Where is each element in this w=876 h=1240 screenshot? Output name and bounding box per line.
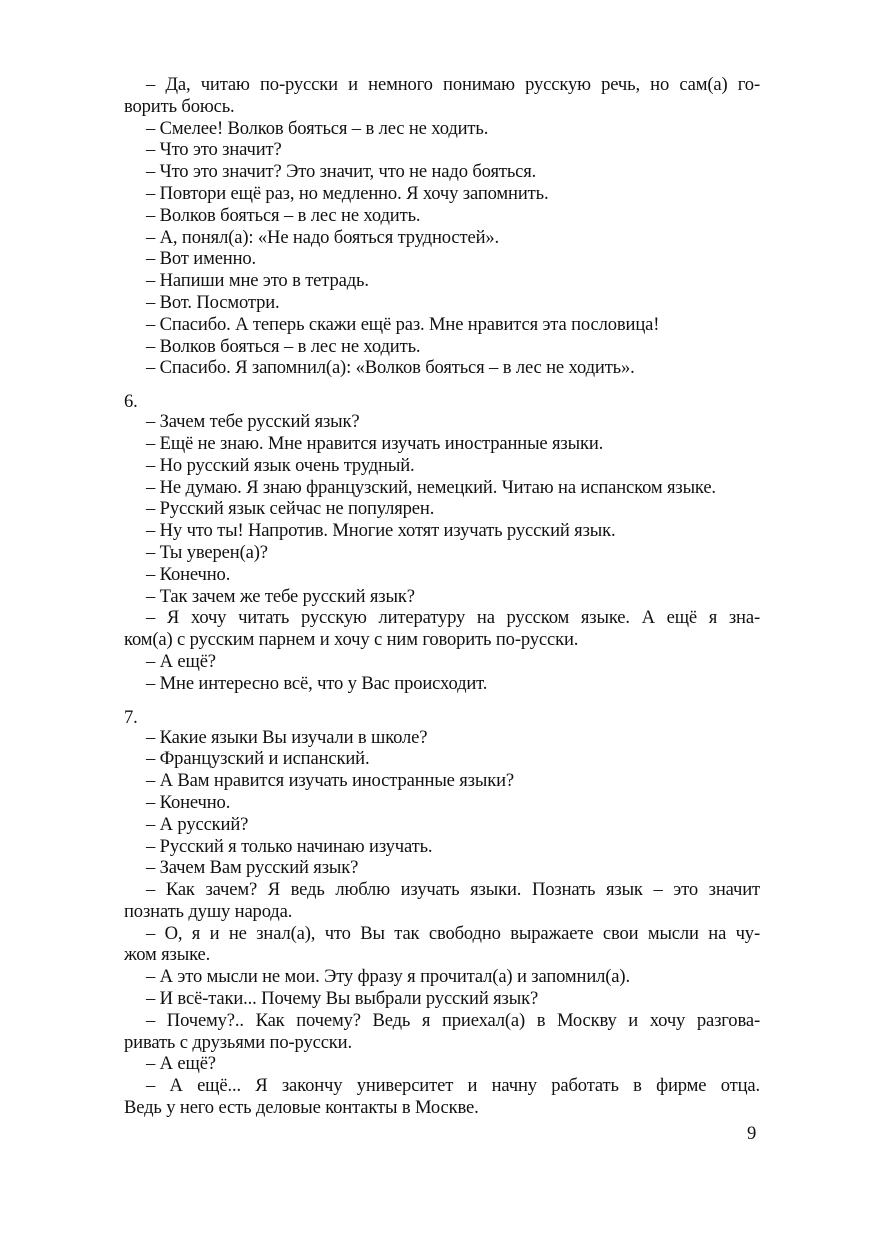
text-line: – Спасибо. Я запомнил(а): «Волков бояться – в лес не ходить».	[146, 357, 635, 379]
text-line: – Повтори ещё раз, но медленно. Я хочу запомнить.	[146, 182, 549, 204]
text-line: – Русский я только начинаю изучать.	[146, 835, 433, 857]
text-line: – Ещё не знаю. Мне нравится изучать иностранные языки.	[146, 432, 604, 454]
text-line: – Русский язык сейчас не популярен.	[146, 498, 435, 520]
text-line: – Конечно.	[146, 563, 231, 585]
text-line: – Как зачем? Я ведь люблю изучать языки. Познать язык – это значит	[146, 879, 760, 901]
text-line: познать душу народа.	[124, 900, 293, 922]
text-line: – А русский?	[146, 813, 249, 835]
text-line: – Напиши мне это в тетрадь.	[146, 270, 369, 292]
text-line: – Мне интересно всё, что у Вас происходит.	[146, 672, 488, 694]
text-line: – Да, читаю по-русски и немного понимаю русскую речь, но сам(а) го-	[146, 74, 760, 95]
text-line: – Волков бояться – в лес не ходить.	[146, 335, 421, 357]
text-line: – А ещё?	[146, 1053, 216, 1075]
text-line: – Конечно.	[146, 791, 231, 813]
page-body	[124, 74, 760, 1119]
text-line: – Зачем Вам русский язык?	[146, 857, 359, 879]
text-line: – А Вам нравится изучать иностранные языки?	[146, 770, 514, 792]
text-line: – Ты уверен(а)?	[146, 541, 268, 563]
text-line: – Почему?.. Как почему? Ведь я приехал(а) в Москву и хочу разгова-	[146, 1009, 760, 1031]
text-line: – Волков бояться – в лес не ходить.	[146, 204, 421, 226]
text-line: – А, понял(а): «Не надо бояться трудностей».	[146, 226, 500, 248]
text-line: – Что это значит? Это значит, что не надо бояться.	[146, 161, 537, 183]
text-line: Ведь у него есть деловые контакты в Москве.	[124, 1097, 479, 1119]
text-line: – Не думаю. Я знаю французский, немецкий. Читаю на испанском языке.	[146, 476, 716, 498]
text-line: – Спасибо. А теперь скажи ещё раз. Мне нравится эта пословица!	[146, 313, 660, 335]
text-line: – Вот. Посмотри.	[146, 291, 280, 313]
text-line: – Вот именно.	[146, 248, 257, 270]
section-number: 7.	[124, 706, 138, 728]
text-line: – И всё-таки... Почему Вы выбрали русский язык?	[146, 988, 539, 1010]
page-number: 9	[747, 1123, 757, 1144]
text-line: – Ну что ты! Напротив. Многие хотят изучать русский язык.	[146, 520, 616, 542]
text-line: – Французский и испанский.	[146, 748, 370, 770]
text-line: – Что это значит?	[146, 139, 282, 161]
section-number: 6.	[124, 391, 138, 413]
text-line: жом языке.	[124, 944, 211, 966]
text-line: – О, я и не знал(а), что Вы так свободно выражаете свои мысли на чу-	[146, 922, 760, 944]
text-line: – А ещё?	[146, 650, 216, 672]
text-line: – А это мысли не мои. Эту фразу я прочитал(а) и запомнил(а).	[146, 966, 630, 988]
text-line: – Зачем тебе русский язык?	[146, 411, 360, 433]
text-line: ворить боюсь.	[124, 95, 235, 117]
text-line: – А ещё... Я закончу университет и начну работать в фирме отца.	[146, 1075, 760, 1097]
text-line: – Так зачем же тебе русский язык?	[146, 585, 415, 607]
text-line: – Какие языки Вы изучали в школе?	[146, 726, 428, 748]
text-line: – Но русский язык очень трудный.	[146, 454, 415, 476]
text-line: ком(а) с русским парнем и хочу с ним говорить по-русски.	[124, 629, 579, 651]
text-line: ривать с друзьями по-русски.	[124, 1031, 352, 1053]
text-line: – Смелее! Волков бояться – в лес не ходить.	[146, 117, 489, 139]
text-line: – Я хочу читать русскую литературу на русском языке. А ещё я зна-	[146, 607, 760, 629]
